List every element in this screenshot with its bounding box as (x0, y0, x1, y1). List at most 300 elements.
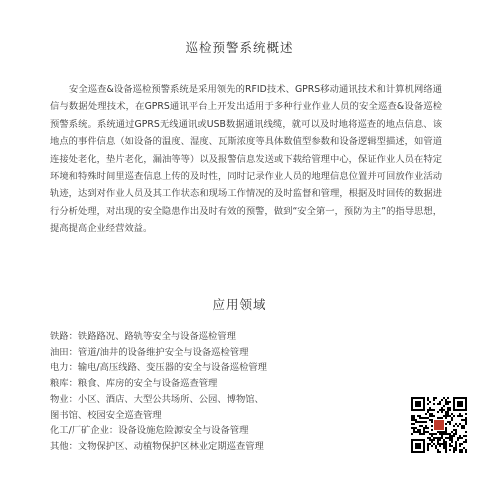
qr-module (415, 451, 417, 453)
qr-module (443, 447, 445, 449)
qr-module (463, 419, 465, 421)
qr-module (459, 437, 461, 439)
qr-module (433, 443, 435, 445)
qr-module (459, 451, 461, 453)
qr-module (413, 427, 415, 429)
qr-module (441, 411, 443, 413)
qr-module (431, 421, 433, 423)
qr-module (415, 419, 417, 421)
qr-module (421, 397, 423, 399)
qr-module (453, 407, 455, 409)
qr-module (465, 421, 467, 423)
qr-module (449, 439, 451, 441)
qr-module (449, 433, 451, 435)
qr-module (417, 431, 419, 433)
qr-module (437, 431, 439, 433)
qr-module (427, 399, 429, 401)
qr-module (413, 439, 415, 441)
qr-module (427, 397, 429, 399)
qr-module (461, 451, 463, 453)
qr-module (431, 425, 433, 427)
qr-module (463, 447, 465, 449)
qr-module (443, 439, 445, 441)
qr-module (439, 439, 441, 441)
qr-module (439, 433, 441, 435)
qr-module (437, 439, 439, 441)
qr-module (455, 431, 457, 433)
qr-module (419, 425, 421, 427)
qr-module (463, 425, 465, 427)
qr-module (411, 427, 413, 429)
qr-module (427, 411, 429, 413)
qr-module (443, 415, 445, 417)
qr-module (445, 403, 447, 405)
qr-module (437, 441, 439, 443)
qr-module (445, 433, 447, 435)
qr-module (453, 435, 455, 437)
qr-module (451, 417, 453, 419)
qr-module (461, 419, 463, 421)
qr-module (415, 447, 417, 449)
qr-module (437, 451, 439, 453)
qr-module (431, 415, 433, 417)
qr-module (453, 397, 455, 399)
qr-module (465, 401, 467, 403)
qr-module (457, 425, 459, 427)
qr-module (419, 451, 421, 453)
qr-module (433, 415, 435, 417)
qr-module (457, 403, 459, 405)
qr-module (423, 445, 425, 447)
qr-module (423, 417, 425, 419)
qr-module (431, 413, 433, 415)
qr-module (445, 449, 447, 451)
qr-module (423, 447, 425, 449)
qr-module (463, 427, 465, 429)
qr-module (445, 427, 447, 429)
qr-module (439, 409, 441, 411)
qr-module (461, 401, 463, 403)
qr-module (437, 449, 439, 451)
qr-module (423, 449, 425, 451)
qr-module (413, 451, 415, 453)
qr-module (443, 445, 445, 447)
qr-module (447, 407, 449, 409)
qr-module (423, 421, 425, 423)
qr-module (453, 399, 455, 401)
qr-module (451, 431, 453, 433)
qr-module (457, 409, 459, 411)
qr-module (441, 417, 443, 419)
qr-module (443, 441, 445, 443)
qr-module (441, 407, 443, 409)
qr-module (465, 403, 467, 405)
qr-module (425, 417, 427, 419)
qr-module (451, 419, 453, 421)
qr-module (445, 441, 447, 443)
qr-module (435, 433, 437, 435)
qr-module (465, 397, 467, 399)
qr-module (417, 443, 419, 445)
qr-module (429, 443, 431, 445)
qr-module (465, 419, 467, 421)
qr-module (417, 397, 419, 399)
qr-module (433, 437, 435, 439)
qr-module (439, 403, 441, 405)
applications-list (50, 329, 380, 455)
qr-module (427, 445, 429, 447)
applications-title: 应用领域 (212, 297, 267, 312)
qr-module (445, 417, 447, 419)
qr-module (439, 401, 441, 403)
qr-module (457, 439, 459, 441)
qr-module (433, 433, 435, 435)
qr-module (451, 445, 453, 447)
qr-module (427, 447, 429, 449)
qr-module (441, 437, 443, 439)
qr-module (447, 415, 449, 417)
overview-title: 巡检预警系统概述 (185, 40, 294, 55)
qr-module (419, 415, 421, 417)
qr-module (415, 439, 417, 441)
qr-module (423, 439, 425, 441)
qr-module (457, 405, 459, 407)
qr-module (419, 431, 421, 433)
qr-module (455, 443, 457, 445)
qr-module (417, 405, 419, 407)
qr-module (449, 435, 451, 437)
qr-module (451, 441, 453, 443)
qr-module (457, 437, 459, 439)
qr-module (425, 427, 427, 429)
qr-module (435, 447, 437, 449)
qr-module (421, 421, 423, 423)
qr-module (455, 429, 457, 431)
qr-module (425, 421, 427, 423)
qr-module (431, 445, 433, 447)
qr-module (423, 409, 425, 411)
qr-module (461, 415, 463, 417)
qr-module (455, 409, 457, 411)
qr-module (449, 443, 451, 445)
qr-module (427, 417, 429, 419)
qr-module (429, 433, 431, 435)
qr-module (441, 443, 443, 445)
qr-module (459, 435, 461, 437)
qr-module (411, 403, 413, 405)
qr-module (453, 447, 455, 449)
qr-module (441, 435, 443, 437)
qr-module (419, 439, 421, 441)
qr-module (453, 433, 455, 435)
qr-module (431, 441, 433, 443)
qr-module (445, 437, 447, 439)
qr-module (447, 401, 449, 403)
qr-module (419, 443, 421, 445)
qr-module (445, 399, 447, 401)
qr-module (465, 417, 467, 419)
qr-module (411, 409, 413, 411)
qr-module (435, 397, 437, 399)
qr-module (459, 415, 461, 417)
qr-module (417, 401, 419, 403)
qr-module (449, 401, 451, 403)
qr-module (419, 409, 421, 411)
qr-module (461, 443, 463, 445)
list-item: 物业：小区、酒店、大型公共场所、公园、博物馆、 (50, 393, 264, 405)
qr-module (437, 403, 439, 405)
qr-module (411, 417, 413, 419)
qr-module (427, 449, 429, 451)
qr-module (435, 437, 437, 439)
qr-module (413, 423, 415, 425)
qr-module (425, 431, 427, 433)
qr-module (465, 423, 467, 425)
qr-module (449, 445, 451, 447)
qr-module (411, 445, 413, 447)
overview-text: 安全巡查&设备巡检预警系统是采用领先的RFID技术、GPRS移动通讯技术和计算机网络通信与数据处理技术，在GPRS通讯平台上开发出适用于多种行业作业人员的安全巡查&设备巡检预警系统。系统通过GPRS无线通讯或USB数据通讯线缆，就可以及时地将巡查的地点信息、该地点的事件信息（如设备的温度、湿度、瓦斯浓度等具体数值型参数和设备逻辑型描述，如管道连接处老化，垫片老化，漏油等等）以及报警信息发送或下载给管理中心，保证作业人员在特定环境和特殊时间里巡查信息上传的及时性，同时记录作业人员的地理信息位置并可回放作业活动轨迹，达到对作业人员及其工作状态和现场工作情况的及时监督和管理，根据及时回传的数据进行分析处理，对出现的安全隐患作出及时有效的预警，做到“安全第一，预防为主”的指导思想，提高提高企业经营效益。 (50, 84, 442, 235)
qr-module (429, 409, 431, 411)
qr-module (419, 445, 421, 447)
qr-module (417, 421, 419, 423)
qr-module (449, 421, 451, 423)
qr-module (415, 427, 417, 429)
qr-module (455, 449, 457, 451)
qr-module (459, 449, 461, 451)
qr-module (415, 431, 417, 433)
qr-module (443, 405, 445, 407)
qr-module (439, 417, 441, 419)
qr-module (443, 431, 445, 433)
qr-module (441, 431, 443, 433)
qr-module (417, 451, 419, 453)
qr-module (417, 429, 419, 431)
qr-module (415, 443, 417, 445)
qr-module (439, 437, 441, 439)
qr-module (413, 417, 415, 419)
qr-module (431, 435, 433, 437)
qr-module (421, 409, 423, 411)
qr-module (453, 429, 455, 431)
qr-module (413, 431, 415, 433)
qr-module (453, 451, 455, 453)
qr-module (451, 435, 453, 437)
qr-module (427, 443, 429, 445)
qr-module (423, 429, 425, 431)
qr-module (425, 425, 427, 427)
qr-module (425, 413, 427, 415)
qr-module (411, 401, 413, 403)
overview-paragraph (50, 81, 442, 238)
qr-module (445, 451, 447, 453)
qr-module (429, 439, 431, 441)
qr-module (447, 403, 449, 405)
qr-module (433, 403, 435, 405)
qr-module (453, 409, 455, 411)
qr-module (463, 435, 465, 437)
qr-module (453, 425, 455, 427)
qr-module (441, 433, 443, 435)
list-item: 图书馆、校园安全巡查管理 (50, 409, 162, 421)
qr-module (455, 445, 457, 447)
qr-module (417, 445, 419, 447)
qr-module (411, 419, 413, 421)
qr-module (427, 409, 429, 411)
qr-module (459, 403, 461, 405)
qr-module (411, 443, 413, 445)
qr-module (431, 409, 433, 411)
qr-module (445, 445, 447, 447)
qr-module (447, 397, 449, 399)
qr-module (433, 409, 435, 411)
qr-module (459, 401, 461, 403)
qr-module (411, 441, 413, 443)
qr-module (427, 431, 429, 433)
qr-module (441, 409, 443, 411)
qr-module (419, 405, 421, 407)
qr-module (465, 407, 467, 409)
qr-module (431, 419, 433, 421)
qr-module (457, 415, 459, 417)
qr-module (453, 415, 455, 417)
qr-module (415, 409, 417, 411)
qr-module (429, 401, 431, 403)
qr-module (423, 451, 425, 453)
qr-module (449, 409, 451, 411)
qr-module (415, 397, 417, 399)
list-item: 其他：文物保护区、动植物保护区林业定期巡查管理 (50, 440, 264, 452)
qr-module (429, 415, 431, 417)
qr-module (447, 437, 449, 439)
qr-module (419, 421, 421, 423)
qr-module (461, 427, 463, 429)
list-item: 铁路：铁路路况、路轨等安全与设备巡检管理 (50, 331, 236, 342)
qr-module (465, 441, 467, 443)
qr-module (445, 413, 447, 415)
qr-module (455, 397, 457, 399)
qr-module (411, 447, 413, 449)
qr-module (439, 445, 441, 447)
qr-module (437, 411, 439, 413)
qr-code-icon (411, 397, 467, 453)
qr-module (465, 405, 467, 407)
qr-module (453, 449, 455, 451)
qr-module (413, 419, 415, 421)
qr-module (445, 411, 447, 413)
qr-module (461, 425, 463, 427)
qr-module (427, 427, 429, 429)
qr-module (465, 439, 467, 441)
qr-module (419, 401, 421, 403)
qr-module (459, 405, 461, 407)
qr-module (465, 409, 467, 411)
qr-module (421, 425, 423, 427)
qr-module (413, 397, 415, 399)
qr-module (427, 437, 429, 439)
qr-module (459, 413, 461, 415)
qr-module (429, 437, 431, 439)
qr-module (439, 451, 441, 453)
qr-module (411, 399, 413, 401)
qr-module (433, 397, 435, 399)
qr-module (411, 451, 413, 453)
qr-module (429, 413, 431, 415)
qr-module (465, 399, 467, 401)
qr-module (415, 445, 417, 447)
qr-module (453, 403, 455, 405)
qr-module (451, 413, 453, 415)
qr-module (423, 399, 425, 401)
qr-module (461, 405, 463, 407)
qr-module (465, 451, 467, 453)
qr-module (411, 397, 413, 399)
qr-module (445, 401, 447, 403)
qr-module (411, 405, 413, 407)
qr-module (433, 399, 435, 401)
qr-module (419, 397, 421, 399)
qr-module (437, 417, 439, 419)
qr-module (455, 441, 457, 443)
qr-module (447, 409, 449, 411)
qr-module (437, 443, 439, 445)
qr-module (423, 443, 425, 445)
qr-module (421, 451, 423, 453)
qr-module (423, 397, 425, 399)
qr-module (419, 417, 421, 419)
qr-module (443, 443, 445, 445)
qr-module (417, 439, 419, 441)
qr-module (455, 433, 457, 435)
qr-module (453, 401, 455, 403)
qr-module (459, 397, 461, 399)
qr-module (417, 409, 419, 411)
qr-module (445, 431, 447, 433)
qr-module (411, 449, 413, 451)
qr-module (421, 433, 423, 435)
qr-module (439, 431, 441, 433)
qr-module (411, 415, 413, 417)
qr-module (419, 447, 421, 449)
qr-module (461, 449, 463, 451)
qr-module (455, 423, 457, 425)
qr-module (415, 421, 417, 423)
qr-module (455, 447, 457, 449)
qr-module (427, 403, 429, 405)
qr-module (429, 407, 431, 409)
qr-module (457, 401, 459, 403)
qr-module (459, 445, 461, 447)
list-item: 粮库：粮食、库房的安全与设备巡查管理 (50, 378, 218, 390)
qr-module (449, 423, 451, 425)
qr-module (419, 429, 421, 431)
qr-module (413, 409, 415, 411)
qr-module (445, 415, 447, 417)
qr-module (465, 413, 467, 415)
qr-module (449, 415, 451, 417)
qr-module (463, 397, 465, 399)
qr-module (441, 399, 443, 401)
qr-module (419, 433, 421, 435)
qr-module (445, 447, 447, 449)
qr-module (451, 437, 453, 439)
qr-module (423, 401, 425, 403)
qr-module (419, 403, 421, 405)
list-item: 化工/厂矿企业：设备设施危险源安全与设备管理 (50, 425, 249, 437)
qr-module (437, 437, 439, 439)
qr-module (413, 429, 415, 431)
qr-module (445, 423, 447, 425)
qr-module (423, 431, 425, 433)
